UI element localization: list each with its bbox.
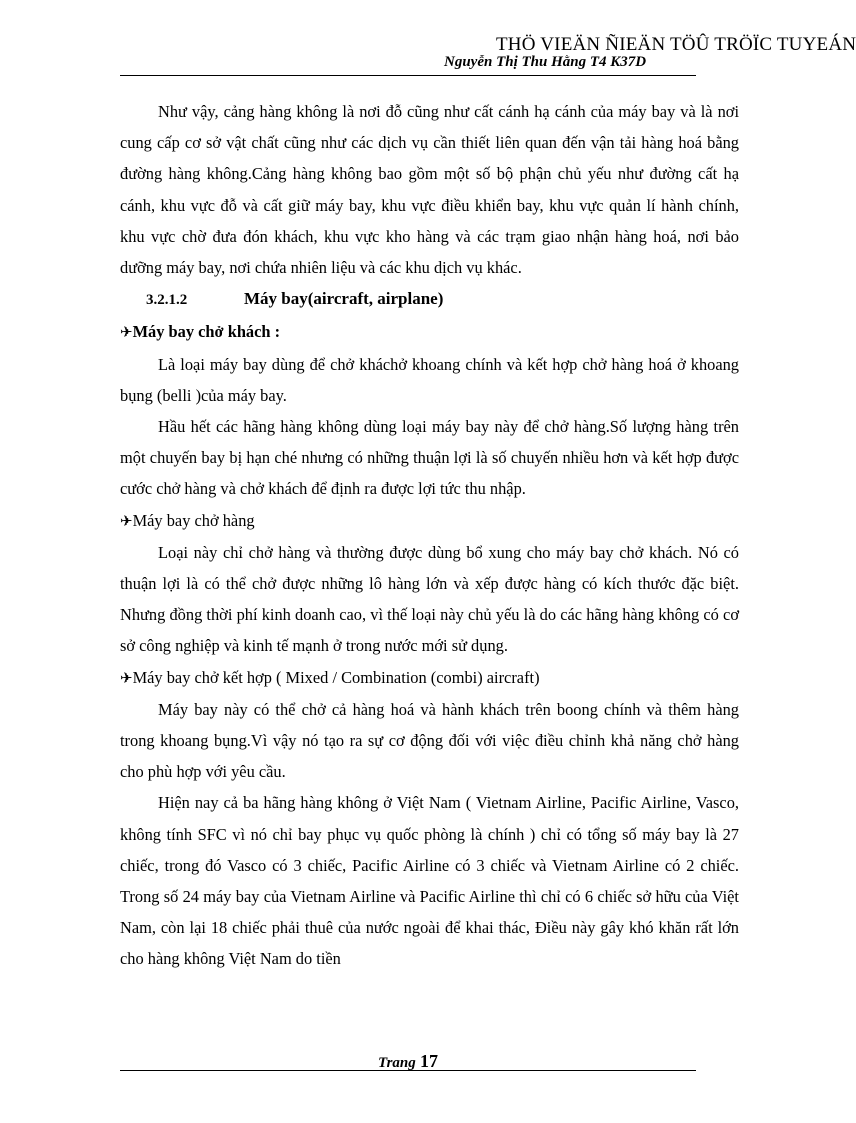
subheading-combi-plane xyxy=(120,662,739,694)
footer-page-label: Trang xyxy=(377,1055,416,1071)
paragraph-cargo: Loại này chỉ chở hàng và thường được dùng bổ xung cho máy bay chở khách. Nó có thuận lợi là có thể chở được những lô hàng lớn và xếp được hàng có kích thước đặc biệt. Nhưng đồng thời phí kinh doanh cao, vì thế loại này chủ yếu là do các hãng hàng không có cơ sở công nghiệp và kinh tế mạnh ở trong nước mới sử dụng. xyxy=(120,542,739,656)
section-number: 3.2.1.2 xyxy=(146,292,188,309)
document-body xyxy=(120,96,739,975)
airplane-icon: ✈ xyxy=(120,323,133,342)
subheading-label: Máy bay chở kết hợp ( Mixed / Combination (combi) aircraft) xyxy=(132,667,540,687)
paragraph-airport: Như vậy, cảng hàng không là nơi đỗ cũng như cất cánh hạ cánh của máy bay và là nơi cung cấp cơ sở vật chất cũng như các dịch vụ cần thiết liên quan đến vận tải hàng hoá bằng đường hàng không.Cảng hàng không bao gồm một số bộ phận chủ yếu như đường cất hạ cánh, khu vực đỗ và cất giữ máy bay, khu vực điều khiển bay, khu vực quản lí hành chính, khu vực chờ đưa đón khách, khu vực kho hàng và các trạm giao nhận hàng hoá, nơi bảo dưỡng máy bay, nơi chứa nhiên liệu và các khu dịch vụ khác. xyxy=(120,102,739,278)
subheading-label: Máy bay chở hàng xyxy=(132,510,255,530)
paragraph-vietnam-fleet: Hiện nay cả ba hãng hàng không ở Việt Nam ( Vietnam Airline, Pacific Airline, Vasco, không tính SFC vì nó chỉ bay phục vụ quốc phòng là chính ) chỉ có tổng số máy bay là 27 chiếc, trong đó Vasco có 3 chiếc, Pacific Airline có 3 chiếc và Vietnam Airline có 2 chiếc. Trong số 24 máy bay của Vietnam Airline và Pacific Airline thì chỉ có 6 chiếc sở hữu của Việt Nam, còn lại 18 chiếc phải thuê của nước ngoài để khai thác, Điều này gây khó khăn rất lớn cho hàng không Việt Nam do tiền xyxy=(120,793,739,969)
footer-page-number: 17 xyxy=(420,1051,439,1071)
paragraph-passenger-usage: Hầu hết các hãng hàng không dùng loại máy bay này để chở hàng.Số lượng hàng trên một chuyến bay bị hạn ché nhưng có những thuận lợi là số chuyến nhiều hơn và kết hợp được cước chở hàng và chở khách để định ra được lợi tức thu nhập. xyxy=(120,417,739,499)
header-rule xyxy=(120,75,696,76)
section-heading xyxy=(120,283,739,316)
subheading-cargo-plane xyxy=(120,505,739,537)
airplane-icon: ✈ xyxy=(120,668,133,687)
footer-rule xyxy=(120,1070,696,1071)
paragraph-combi: Máy bay này có thể chở cả hàng hoá và hành khách trên boong chính và thêm hàng trong khoang bụng.Vì vậy nó tạo ra sự cơ động đối với việc điều chỉnh khả năng chở hàng cho phù hợp với yêu cầu. xyxy=(120,699,739,782)
paragraph-passenger-definition: Là loại máy bay dùng để chở kháchở khoang chính và kết hợp chở hàng hoá ở khoang bụng (belli )của máy bay. xyxy=(120,354,739,405)
header-author: Nguyễn Thị Thu Hằng T4 K37D xyxy=(444,54,647,70)
section-title: Máy bay(aircraft, airplane) xyxy=(244,289,444,309)
header-watermark: THÖ VIEÄN ÑIEÄN TÖÛ TRÖÏC TUYEÁN xyxy=(496,34,856,55)
subheading-passenger-plane xyxy=(120,316,739,348)
airplane-icon: ✈ xyxy=(120,511,133,530)
page-footer xyxy=(0,1051,816,1072)
subheading-label: Máy bay chở khách : xyxy=(132,322,281,342)
